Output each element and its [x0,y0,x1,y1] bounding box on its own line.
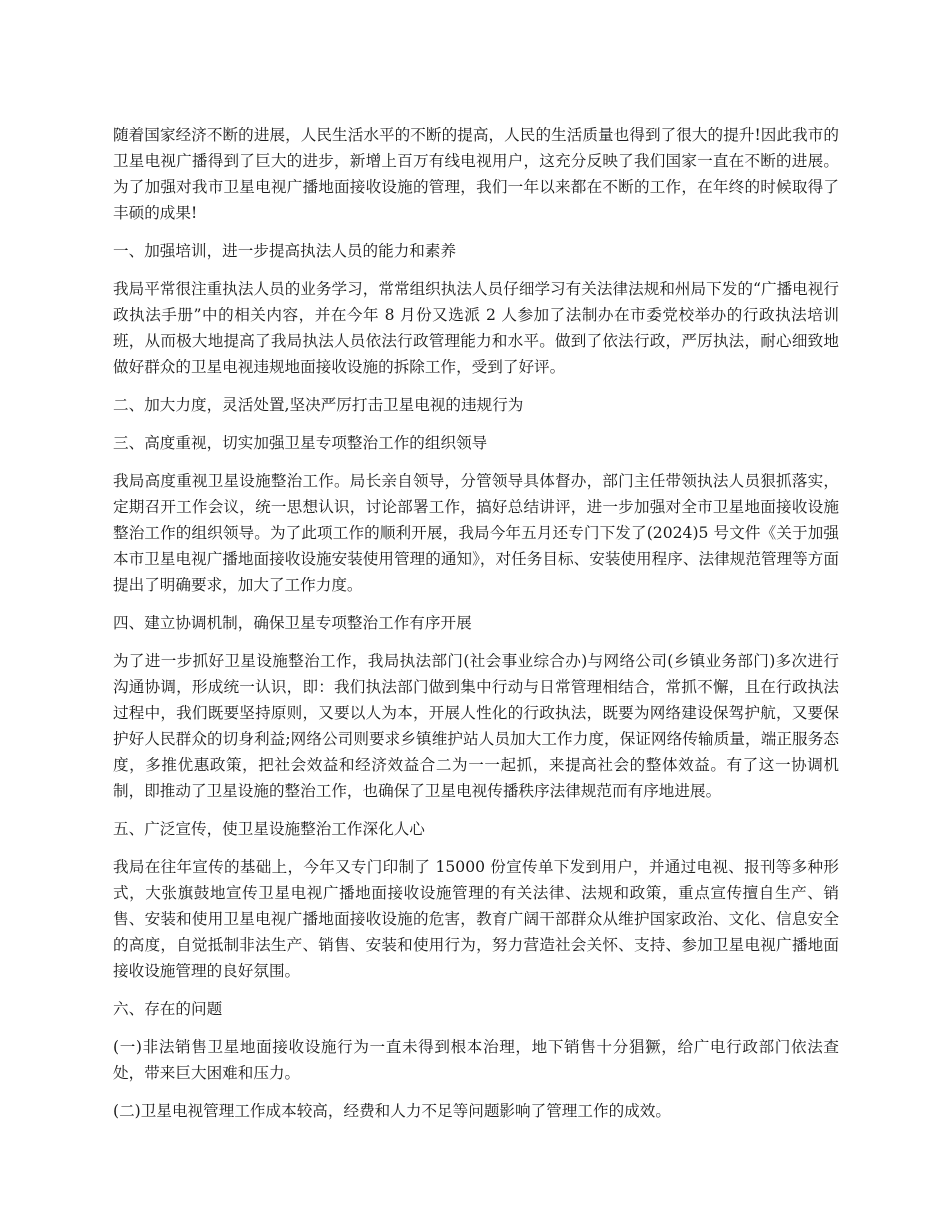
section-heading-2: 二、加大力度，灵活处置,坚决严厉打击卫星电视的违规行为 [113,396,524,414]
section-paragraph-4: 为了进一步抓好卫星设施整治工作，我局执法部门(社会事业综合办)与网络公司(乡镇业务部门)多次进行沟通协调，形成统一认识，即：我们执法部门做到集中行动与日常管理相结合，常抓不懈，且在行政执法过程中，我们既要坚持原则，又要以人为本，开展人性化的行政执法，既要为网络建设保驾护航，又要保护好人民群众的切身利益;网络公司则要求乡镇维护站人员加大工作力度，保证网络传输质量，端正服务态度，多推优惠政策，把社会效益和经济效益合二为一一起抓，来提高社会的整体效益。有了这一协调机制，即推动了卫星设施的整治工作，也确保了卫星电视传播秩序法律规范而有序地进展。 [113,652,839,800]
problem-item-2: (二)卫星电视管理工作成本较高，经费和人力不足等问题影响了管理工作的成效。 [113,1102,671,1120]
problem-item-1: (一)非法销售卫星地面接收设施行为一直未得到根本治理，地下销售十分猖獗，给广电行政部门依法查处，带来巨大困难和压力。 [113,1038,839,1082]
section-paragraph-3: 我局高度重视卫星设施整治工作。局长亲自领导，分管领导具体督办，部门主任带领执法人员狠抓落实，定期召开工作会议，统一思想认识，讨论部署工作，搞好总结讲评，进一步加强对全市卫星地面接收设施整治工作的组织领导。为了此项工作的顺利开展，我局今年五月还专门下发了(2024)5 号文件《关于加强本市卫星电视广播地面接收设施安装使用管理的通知》，对任务目标、安装使用程序、法律规范管理等方面提出了明确要求，加大了工作力度。 [113,472,839,594]
section-heading-6: 六、存在的问题 [113,1000,223,1018]
document-body [113,122,839,1136]
section-heading-3: 三、高度重视，切实加强卫星专项整治工作的组织领导 [113,434,488,452]
section-heading-5: 五、广泛宣传，使卫星设施整治工作深化人心 [113,820,425,838]
section-heading-4: 四、建立协调机制，确保卫星专项整治工作有序开展 [113,614,472,632]
intro-paragraph: 随着国家经济不断的进展，人民生活水平的不断的提高，人民的生活质量也得到了很大的提升!因此我市的卫星电视广播得到了巨大的进步，新增上百万有线电视用户，这充分反映了我们国家一直在不断的进展。为了加强对我市卫星电视广播地面接收设施的管理，我们一年以来都在不断的工作，在年终的时候取得了丰硕的成果! [113,126,839,222]
section-paragraph-5: 我局在往年宣传的基础上，今年又专门印制了 15000 份宣传单下发到用户，并通过电视、报刊等多种形式，大张旗鼓地宣传卫星电视广播地面接收设施管理的有关法律、法规和政策，重点宣传擅自生产、销售、安装和使用卫星电视广播地面接收设施的危害，教育广阔干部群众从维护国家政治、文化、信息安全的高度，自觉抵制非法生产、销售、安装和使用行为，努力营造社会关怀、支持、参加卫星电视广播地面接收设施管理的良好氛围。 [113,858,839,980]
section-paragraph-1: 我局平常很注重执法人员的业务学习，常常组织执法人员仔细学习有关法律法规和州局下发的“广播电视行政执法手册”中的相关内容，并在今年 8 月份又选派 2 人参加了法制办在市委党校举办的行政执法培训班，从而极大地提高了我局执法人员依法行政管理能力和水平。做到了依法行政，严厉执法，耐心细致地做好群众的卫星电视违规地面接收设施的拆除工作，受到了好评。 [113,280,839,376]
section-heading-1: 一、加强培训，进一步提高执法人员的能力和素养 [113,242,457,260]
